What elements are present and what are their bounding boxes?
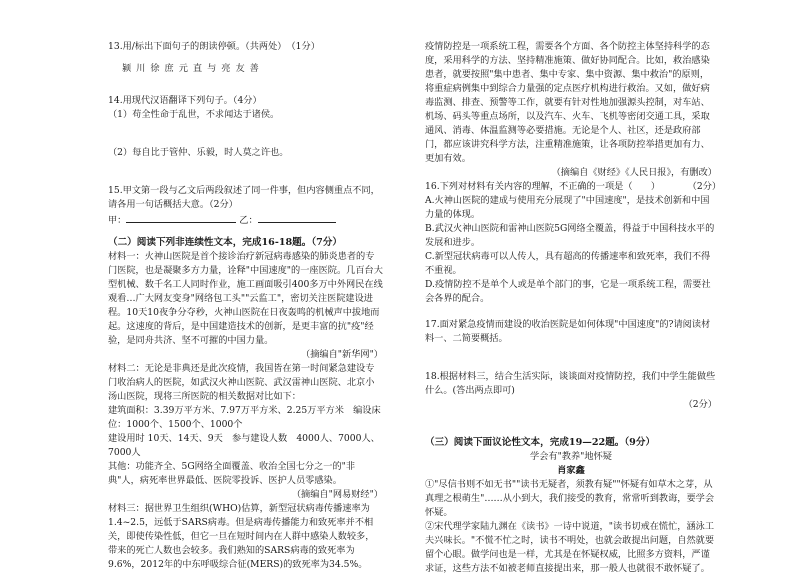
material-2-days: 建设用时 10天、14天、9天 参与建设人数 4000人、7000人、7000人 bbox=[108, 433, 380, 458]
left-column bbox=[108, 40, 383, 572]
essay-title: 学会有"教养"地怀疑 bbox=[530, 451, 612, 462]
q13-sentence: 颍川徐庶元直与亮友善 bbox=[122, 63, 264, 74]
question-13: 13.用/标出下面句子的朗读停顿。（共两处） （1分） bbox=[108, 41, 320, 52]
material-1-source: （摘编自"新华网"） bbox=[301, 349, 383, 360]
question-14: 14.用现代汉语翻译下列句子。（4分） bbox=[108, 95, 262, 106]
right-column bbox=[425, 40, 722, 576]
section-2-heading: （二）阅读下列非连续性文本，完成16-18题。（7分） bbox=[108, 237, 343, 248]
material-1: 材料一：火神山医院是首个接诊治疗新冠病毒感染的肺炎患者的专门医院，也是凝聚多方力量，诠释"中国速度"的一座医院。几百台大型机械、数千名工人同时作业，施工画面吸引400多万中外网民在线观看…广大网友变身"网络包工头""云监工"，密切关注医院建设进程。10天10夜争分夺秒，火神山医院在日夜轰鸣的机械声中拔地而起。这速度的背后，是中国建造技术的创新，是更丰富的抗"疫"经验，是同舟共济、坚不可摧的中国力量。 bbox=[108, 251, 383, 346]
question-16: 16.下列对材料有关内容的理解，不正确的一项是（ ） （2分） bbox=[425, 181, 722, 192]
q16-option-a: A.火神山医院的建成与使用充分展现了"中国速度"，是技术创新和中国力量的体现。 bbox=[425, 195, 710, 220]
essay-paragraph-1: ①"尽信书则不如无书""读书无疑者，须教有疑""怀疑有如草木之芽，从真理之根萌生"……从小到大，我们接受的教育，常常听到教诲，要学会怀疑。 bbox=[425, 479, 715, 518]
essay-paragraph-2: ②宋代理学家陆九渊在《读书》一诗中说道，"读书切戒在慌忙，涵泳工夫兴味长。"不慌不忙之时，读书不明处，也就会敢提出问题，自然就要留个心眼。做学问也是一样，尤其是在怀疑权威，比照多方资料，严谨求证，这些方法不如被老师直接提出来，那一般人也就很不敢怀疑了。 bbox=[425, 521, 715, 574]
q15-jia-blank[interactable] bbox=[126, 212, 236, 223]
material-2-area: 建筑面积：3.39万平方米、7.97万平方米、2.25万平方米 编设床位：1000个、1500个、1000个 bbox=[108, 405, 381, 430]
essay-author: 肖家鑫 bbox=[557, 465, 585, 476]
material-2-source: （摘编自"网易财经"） bbox=[291, 489, 383, 500]
q15-jia-label: 甲： bbox=[108, 215, 127, 226]
q18-score: （2分） bbox=[683, 399, 717, 410]
q15-yi-label: 乙： bbox=[239, 215, 258, 226]
q15-yi-blank[interactable] bbox=[258, 212, 336, 223]
material-3-source: （摘编自《财经》《人民日报》，有删改） bbox=[551, 167, 717, 178]
section-3-heading: （三）阅读下面议论性文本，完成19—22题。（9分） bbox=[425, 437, 656, 448]
q16-option-c: C.新型冠状病毒可以人传人，具有超高的传播速率和致死率，我们不得不重视。 bbox=[425, 251, 711, 276]
question-18: 18.根据材料三，结合生活实际，谈谈面对疫情防控，我们中学生能做些什么。(答出两点即可) bbox=[425, 371, 716, 396]
q14-item-2: （2）每自比于管仲、乐毅，时人莫之许也。 bbox=[108, 147, 289, 158]
q16-option-d: D.疫情防控不是单个人或是单个部门的事，它是一项系统工程，需要社会各界的配合。 bbox=[425, 279, 711, 304]
material-3-continued: 疫情防控是一项系统工程，需要各个方面、各个防控主体坚持科学的态度，采用科学的方法、坚持精准施策、做好协同配合。比如，救治感染患者，就要按照"集中患者、集中专家、集中资源、集中救治"的原则，将重症病例集中到综合力量强的定点医疗机构进行救治。又如，做好病毒监测、排查、预警等工作，就要有针对性地加强源头控制，对车站、机场、码头等重点场所，以及汽车、火车、飞机等密闭交通工具，采取通风、消毒、体温监测等必要措施。无论是个人、社区，还是政府部门，都应该讲究科学方法，注重精准施策，让各项防控举措更加有力、更加有效。 bbox=[425, 41, 710, 164]
q14-item-1: （1）苟全性命于乱世，不求闻达于诸侯。 bbox=[108, 109, 280, 120]
material-2-other: 其他：功能齐全、5G网络全面覆盖、收治全国七分之一的"非典"人，病死率世界最低、医院零投诉、医护人员零感染。 bbox=[108, 461, 356, 486]
material-3: 材料三：据世界卫生组织(WHO)估算，新型冠状病毒传播速率为1.4~2.5，远低于SARS病毒。但是病毒传播能力和致死率并不相关，即使传染性低，但它一旦在短时间内在人群中感染人数较多，带来的死亡人数也会较多。我们熟知的SARS病毒的致死率为9.6%，2012年的中东呼吸综合征(MERS)的致死率为34.5%。 bbox=[108, 503, 375, 570]
material-2-intro: 材料二：无论是非典还是此次疫情，我国皆在第一时间紧急建设专门收治病人的医院，如武汉火神山医院、武汉雷神山医院、北京小汤山医院，现将三所医院的相关数据对比如下： bbox=[108, 363, 375, 402]
question-17: 17.面对紧急疫情而建设的收治医院是如何体现"中国速度"的?请阅读材料一、二简要概括。 bbox=[425, 319, 711, 344]
q15-answer-line bbox=[108, 212, 383, 228]
question-15: 15.甲文第一段与乙文后两段叙述了同一件事，但内容侧重点不同，请各用一句话概括大意。（2分） bbox=[108, 185, 380, 210]
q16-option-b: B.武汉火神山医院和雷神山医院5G网络全覆盖，得益于中国科技水平的发展和进步。 bbox=[425, 223, 715, 248]
